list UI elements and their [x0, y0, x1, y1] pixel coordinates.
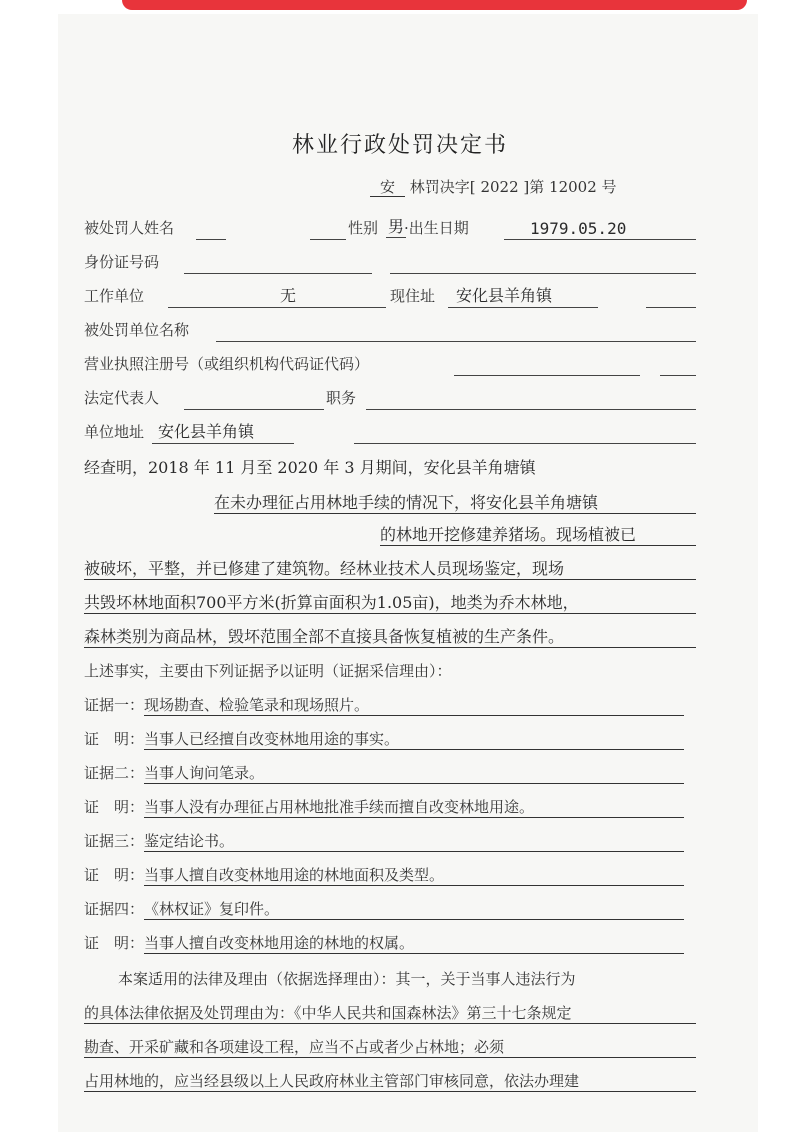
addr-value: 安化县羊角镇 — [456, 286, 553, 305]
facts-line-5: 共毁坏林地面积700平方米(折算亩面积为1.05亩)，地类为乔木林地， — [84, 590, 696, 614]
law-line-3: 勘查、开采矿藏和各项建设工程，应当不占或者少占林地；必须 — [84, 1036, 696, 1058]
evidence-text: 现场勘查、检验笔录和现场照片。 — [144, 694, 684, 716]
row-license — [84, 348, 696, 382]
license-blank-a — [454, 375, 640, 376]
evidence-label: 证据三： — [84, 832, 145, 850]
evidence-intro: 上述事实，主要由下列证据予以证明（证据采信理由）： — [84, 662, 452, 680]
addr-underline — [448, 307, 598, 308]
org-addr-underline — [152, 443, 294, 444]
work-underline — [168, 307, 386, 308]
row-work — [84, 280, 696, 314]
birth-value: 1979.05.20 — [530, 219, 627, 238]
evidence-row — [84, 694, 696, 716]
document-number — [370, 176, 617, 197]
evidence-text: 当事人没有办理征占用林地批准手续而擅自改变林地用途。 — [144, 796, 684, 818]
org-addr-blank-b — [354, 443, 696, 444]
evidence-row — [84, 796, 696, 818]
license-blank-b — [660, 375, 696, 376]
row-org — [84, 314, 696, 348]
doc-label-b: ]第 — [523, 178, 545, 196]
doc-num: 12002 — [549, 178, 597, 196]
position-label: 职务 — [326, 389, 357, 407]
legal-rep-label: 法定代表人 — [84, 389, 160, 407]
addr-label: 现住址 — [390, 287, 436, 305]
document-title: 林业行政处罚决定书 — [291, 133, 508, 158]
doc-label-a: 林罚决字[ — [409, 178, 476, 196]
row-legal-rep — [84, 382, 696, 416]
doc-year: 2022 — [480, 178, 519, 196]
red-banner — [122, 0, 747, 10]
birth-underline — [504, 239, 696, 240]
evidence-row — [84, 864, 696, 886]
law-line-1: 本案适用的法律及理由（依据选择理由）：其一，关于当事人违法行为 — [118, 970, 576, 988]
facts-line-3: 的林地开挖修建养猪场。现场植被已 — [380, 522, 696, 546]
license-label: 营业执照注册号（或组织机构代码证代码） — [84, 355, 370, 373]
id-blank-b — [390, 273, 696, 274]
evidence-label: 证据四： — [84, 900, 145, 918]
org-label: 被处罚单位名称 — [84, 321, 190, 339]
law-line-2: 的具体法律依据及处罚理由为：《中华人民共和国森林法》第三十七条规定 — [84, 1002, 696, 1024]
work-value: 无 — [280, 286, 297, 305]
evidence-row — [84, 762, 696, 784]
org-addr-label: 单位地址 — [84, 423, 145, 441]
doc-suffix: 号 — [601, 178, 617, 196]
row-name — [84, 212, 696, 246]
law-line-4: 占用林地的，应当经县级以上人民政府林业主管部门审核同意，依法办理建 — [84, 1070, 696, 1092]
gender-value: 男 — [386, 214, 406, 238]
name-blank-a — [196, 239, 226, 240]
facts-line-2: 在未办理征占用林地手续的情况下，将安化县羊角塘镇 — [214, 490, 696, 514]
evidence-row — [84, 932, 696, 954]
evidence-text: 《林权证》复印件。 — [144, 898, 684, 920]
facts-line-4: 被破坏，平整，并已修建了建筑物。经林业技术人员现场鉴定，现场 — [84, 556, 696, 580]
row-id — [84, 246, 696, 280]
evidence-text: 当事人擅自改变林地用途的林地面积及类型。 — [144, 864, 684, 886]
name-blank-b — [310, 239, 346, 240]
evidence-text: 当事人询问笔录。 — [144, 762, 684, 784]
org-underline — [216, 341, 696, 342]
name-label: 被处罚人姓名 — [84, 219, 175, 237]
evidence-text: 鉴定结论书。 — [144, 830, 684, 852]
row-org-addr — [84, 416, 696, 450]
doc-prefix: 安 — [370, 178, 405, 197]
evidence-label: 证 明： — [84, 934, 145, 952]
legal-rep-underline — [184, 409, 324, 410]
evidence-row — [84, 830, 696, 852]
evidence-label: 证据一： — [84, 696, 145, 714]
org-addr-value: 安化县羊角镇 — [158, 422, 255, 441]
evidence-label: 证据二： — [84, 764, 145, 782]
evidence-label: 证 明： — [84, 866, 145, 884]
birth-label: ·出生日期 — [404, 219, 469, 237]
evidence-label: 证 明： — [84, 798, 145, 816]
facts-line-1: 经查明，2018 年 11 月至 2020 年 3 月期间，安化县羊角塘镇 — [84, 458, 536, 477]
gender-label: 性别 — [348, 219, 379, 237]
id-blank-a — [184, 273, 372, 274]
work-label: 工作单位 — [84, 287, 145, 305]
evidence-label: 证 明： — [84, 730, 145, 748]
position-underline — [366, 409, 696, 410]
evidence-text: 当事人擅自改变林地用途的林地的权属。 — [144, 932, 684, 954]
evidence-text: 当事人已经擅自改变林地用途的事实。 — [144, 728, 684, 750]
id-label: 身份证号码 — [84, 253, 160, 271]
addr-blank-b — [646, 307, 696, 308]
evidence-row — [84, 898, 696, 920]
evidence-row — [84, 728, 696, 750]
facts-line-6: 森林类别为商品林，毁坏范围全部不直接具备恢复植被的生产条件。 — [84, 624, 696, 648]
